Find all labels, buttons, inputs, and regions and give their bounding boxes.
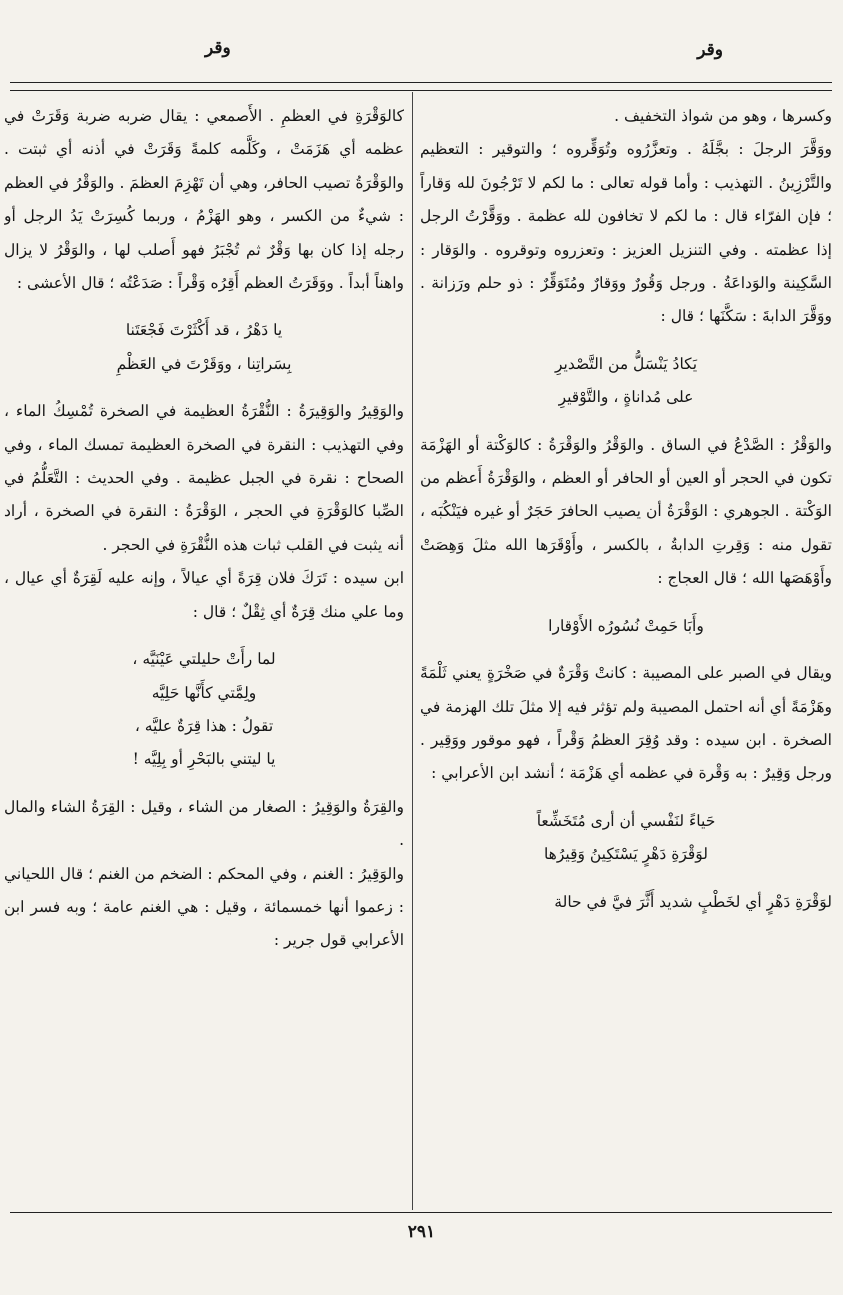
verse-line: يا دَهْرُ ، قد أَكْثَرْتَ فَجْعَتَنا [125,321,283,340]
verse-line: حَياءً لنَفْسي أن أرى مُتَخَشِّعاً [536,811,716,830]
verse-line: يا ليتني بالبَحْرِ أو بِلِيَّه ! [132,750,276,769]
verse-block [420,805,832,872]
paragraph: والوَقِيرُ والوَقِيرَةُ : النُّقْرَةُ العظيمة في الصخرة تُمْسِكُ الماء ، وفي التهذيب : النقرة في الصخرة العظيمة تمسك الماء ، وفي الصحاح : نقرة في الجبل عظيمة . وفي الحديث : التَّعَلُّمُ في الصِّبا كالوَقْرَةِ في الحجر ، الوَقْرَةُ : النقرة في الصخرة ، أراد أنه يثبت في القلب ثبات هذه النُّقْرَةِ في الحجر . [4,402,404,554]
paragraph: والوَقِيرُ : الغنم ، وفي المحكم : الضخم من الغنم ؛ قال اللحياني : زعموا أنها خمسمائة ، وقيل : هي الغنم عامة ؛ وبه فسر ابن الأعرابي قول جرير : [4,864,404,950]
verse-block [420,610,832,643]
paragraph: ووَقَّرَ الرجلَ : بجَّلَهُ . وتعزَّرُوه وتُوَقِّروه ؛ والتوقير : التعظيم والتَّرْزِينُ . التهذيب : وأما قوله تعالى : ما لكم لا تَرْجُونَ لله وَقاراً ؛ فإن الفرّاء قال : ما لكم لا تخافون لله عظمة . ووَقَّرْتُ الرجل إذا عظمته . وفي التنزيل العزيز : وتعزروه وتوقروه . والوَقار : السَّكِينة والوَداعَةُ . ورجل وَقُورٌ ووَقارٌ ومُتَوَقِّرٌ : ذو حلم ورَزانة . ووَقَّرَ الدابةَ : سَكَّنَها ؛ قال : [420,140,832,326]
paragraph: لوَقْرَةِ دَهْرٍ أي لخَطْبٍ شديد أَثَّرَ فيَّ في حالة [554,892,832,911]
paragraph: ويقال في الصبر على المصيبة : كانتْ وَقْرَةٌ في صَخْرَةٍ يعني ثَلْمَةً وهَزْمَةً أي أنه احتمل المصيبة ولم تؤثر فيه إلا مثلَ تلك الهزمة في الصخرة . ابن سيده : وقد وُقِرَ العظمُ وَقْراً ، فهو موقور ووَقِير . ورجل وَقِيرٌ : به وَقْرة في عظمه أي هَزْمَة ؛ أنشد ابن الأعرابي : [420,664,832,783]
verse-line: تقولُ : هذا قِرَةٌ عليَّه ، [134,716,274,735]
paragraph: والقِرَةُ والوَقِيرُ : الصغار من الشاء ، وقيل : القِرَةُ الشاء والمال . [4,797,404,850]
verse-line: على مُداناةٍ ، والتَّوْقيرِ [558,388,694,407]
paragraph: وكسرها ، وهو من شواذ التخفيف . [614,107,832,125]
verse-block [4,314,404,381]
footer-rule [10,1212,832,1213]
right-column [420,100,832,1205]
verse-block [420,348,832,415]
paragraph: والوَقْرُ : الصَّدْعُ في الساق . والوَقْرُ والوَقْرَةُ : كالوَكْتة أو الهَزْمَة تكون في الحجر أو العين أو الحافر أو العظم ، والوَقْرَةُ أَعظم من الوَكْتة . الجوهري : الوَقْرَةُ أن يصيب الحافرَ حَجَرٌ أو غيره فيَنْكُبَه ، تقول منه : وَقِرتِ الدابةُ ، بالكسر ، وأَوْقَرَها الله مثلَ وَهِصَتْ وأَوْهَصَها الله ؛ قال العجاج : [420,435,832,588]
verse-line: ولِمَّتي كأَنَّها حَلِيَّه [151,683,257,702]
verse-line: لوَقْرَةِ دَهْرٍ يَسْتَكِينُ وَقِيرُها [543,845,709,864]
header-rule-secondary [10,90,832,91]
left-column [4,100,404,1205]
running-head-right: وقر [697,40,723,60]
column-divider [412,92,413,1210]
verse-block [4,643,404,777]
paragraph: ابن سيده : تَرَكَ فلان قِرَةً أي عيالاً ، وإنه عليه لَقِرَةٌ أي عيال ، وما علي منك قِرَةٌ أي ثِقْلٌ ؛ قال : [4,569,404,621]
verse-line: لما رأَتْ حليلتي عَيْنَيَّه ، [132,650,276,669]
header-rule [10,82,832,83]
page-number: ٢٩١ [407,1222,436,1242]
running-head-left: وقر [205,38,231,58]
verse-line: يَكادُ يَنْسَلُّ من التَّصْديرِ [554,354,698,373]
paragraph: كالوَقْرَةِ في العظمِ . الأَصمعي : يقال ضربه ضربة وَقَرَتْ في عظمه أي هَزَمَتْ ، وكَلَّمه كلمةً وَقَرَتْ في أذنه أي ثبتت . والوَقْرَةُ تصيب الحافر، وهي أن تَهْزِمَ العظمَ . والوَقْرُ في العظم : شيءٌ من الكسر ، وهو الهَزْمُ ، وربما كُسِرَتْ يَدُ الرجل أو رجله إذا كان بها وَقْرٌ ثم تُجْبَرُ فهو أَصلب لها ، والوَقْرُ لا يزال واهناً أبداً . ووَقَرَتُ العظم أَقِرُه وَقْراً : صَدَعْتُه ؛ قال الأعشى : [4,107,404,293]
verse-line: بِسَراتِنا ، ووَقَرْتَ في العَظْمِ [116,354,292,373]
verse-line: وأَبَا حَمِتْ نُسُورُه الأَوْقارا [548,616,704,635]
